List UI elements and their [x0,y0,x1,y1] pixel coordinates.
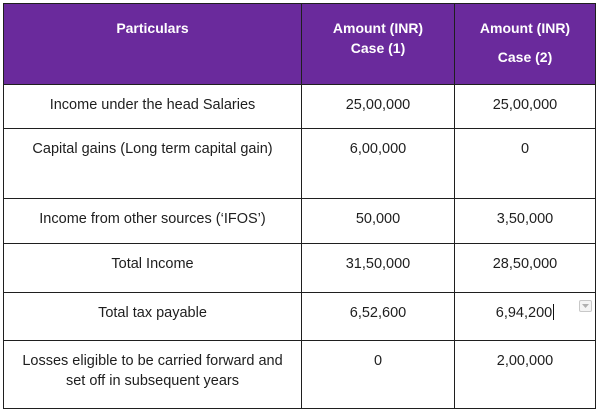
cell-case-2-value: 6,94,200 [495,305,553,321]
table-row [4,293,596,341]
header-case-2[interactable] [455,4,596,85]
header-particulars[interactable] [4,4,302,85]
chevron-down-icon [582,304,589,308]
text-cursor [553,304,554,320]
cell-particular[interactable]: Capital gains (Long term capital gain) [4,129,302,199]
header-row [4,4,596,85]
tax-comparison-table [3,3,596,409]
cell-case-1[interactable]: 25,00,000 [302,85,455,129]
cell-case-1[interactable]: 6,52,600 [302,293,455,341]
cell-case-1[interactable]: 50,000 [302,199,455,244]
header-case-1-line-2: Case (1) [350,40,406,56]
cell-particular[interactable]: Losses eligible to be carried forward and set off in subsequent years [4,341,302,409]
cell-case-2-editing[interactable] [455,293,596,341]
header-case-1-line-1: Amount (INR) [332,20,424,36]
cell-case-2[interactable]: 25,00,000 [455,85,596,129]
cell-case-1[interactable]: 31,50,000 [302,244,455,293]
cell-particular[interactable]: Total tax payable [4,293,302,341]
cell-case-2[interactable]: 3,50,000 [455,199,596,244]
table-row [4,129,596,199]
table-row [4,341,596,409]
table-row [4,244,596,293]
cell-case-1[interactable]: 0 [302,341,455,409]
header-case-2-line-2: Case (2) [497,49,553,65]
table-row [4,199,596,244]
cell-case-2[interactable]: 2,00,000 [455,341,596,409]
cell-particular[interactable]: Income under the head Salaries [4,85,302,129]
cell-case-2[interactable]: 28,50,000 [455,244,596,293]
cell-particular[interactable]: Income from other sources (‘IFOS’) [4,199,302,244]
cell-case-1[interactable]: 6,00,000 [302,129,455,199]
cell-particular[interactable]: Total Income [4,244,302,293]
cell-case-2[interactable]: 0 [455,129,596,199]
header-case-2-line-1: Amount (INR) [479,20,571,36]
table-row [4,85,596,129]
header-case-1[interactable] [302,4,455,85]
cell-menu-button[interactable] [579,300,592,312]
header-particulars-label: Particulars [116,20,189,36]
